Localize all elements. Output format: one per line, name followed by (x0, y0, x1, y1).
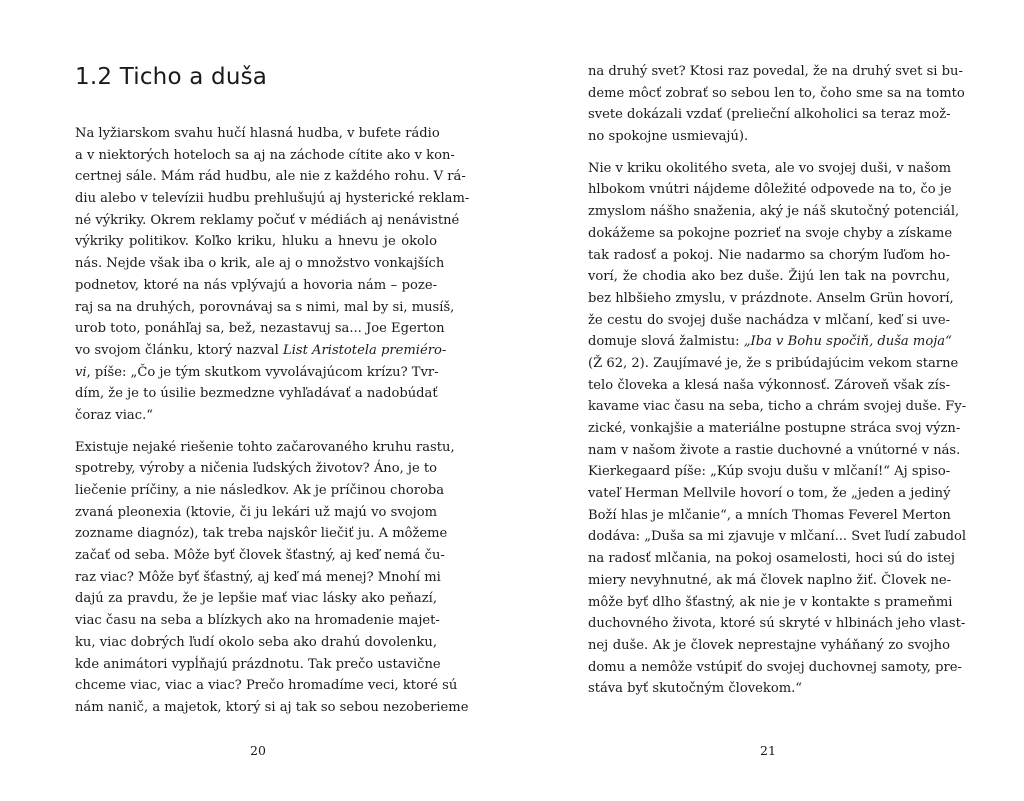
text-line: no spokojne usmievajú). (588, 129, 749, 145)
text-line: vo svojom článku, ktorý nazval List Aristotela premiéro- (75, 342, 447, 358)
text-line: Existuje nejaké riešenie tohto začarovaného kruhu rastu, (75, 439, 455, 455)
page-number-left: 20 (250, 743, 266, 758)
text-line: raj sa na druhých, porovnávaj sa s nimi, mal by si, musíš, (75, 299, 455, 315)
text-line: hlbokom vnútri nájdeme dôležité odpovede na to, čo je (588, 182, 952, 198)
text-line: nám nanič, a majetok, ktorý si aj tak so sebou nezoberieme (75, 699, 469, 715)
text-line: diu alebo v televízii hudbu prehlušujú aj hysterické reklam- (75, 191, 470, 207)
text-line: nás. Nejde však iba o krik, ale aj o množstvo vonkajších (75, 256, 445, 272)
text-line: a v niektorých hoteloch sa aj na záchode cítite ako v kon- (75, 147, 455, 163)
right-paragraph (588, 61, 965, 148)
text-line: dokážeme sa pokojne pozrieť na svoje chyby a získame (588, 225, 953, 241)
text-line: zvaná pleonexia (ktovie, či ju lekári už majú vo svojom (75, 504, 437, 520)
left-paragraph (75, 123, 470, 427)
text-line: dajú za pravdu, že je lepšie mať viac lásky ako peňazí, (75, 591, 437, 607)
text-line: tak radosť a pokoj. Nie nadarmo sa chorým ľuďom ho- (588, 247, 950, 263)
text-line: zozname diagnóz), tak treba najskôr liečiť ju. A môžeme (75, 526, 448, 542)
text-line: nej duše. Ak je človek neprestajne vyháňaný zo svojho (588, 637, 950, 653)
text-line: čoraz viac.“ (75, 407, 153, 423)
right-page (512, 0, 1024, 801)
text-line: zické, vonkajšie a materiálne postupne stráca svoj význ- (588, 421, 961, 436)
text-line: dím, že je to úsilie bezmedzne vyhľadávať a nadobúdať (75, 386, 438, 402)
text-line: zmyslom nášho snaženia, aký je náš skutočný potenciál, (588, 204, 960, 220)
text-line: urob toto, ponáhľaj sa, bež, nezastavuj sa... Joe Egerton (75, 321, 445, 337)
text-line: deme môcť zobrať so sebou len to, čoho sme sa na tomto (588, 85, 965, 101)
text-line: stáva byť skutočným človekom.“ (588, 681, 802, 697)
text-line: (Ž 62, 2). Zaujímavé je, že s pribúdajúcim vekom starne (588, 355, 959, 371)
chapter-title: 1.2 Ticho a duša (75, 64, 268, 90)
text-line: né výkriky. Okrem reklamy počuť v médiách aj nenávistné (75, 212, 460, 228)
text-line: kde animátori vypĺňajú prázdnotu. Tak prečo ustavične (75, 656, 441, 672)
text-line: na druhý svet? Ktosi raz povedal, že na druhý svet si bu- (588, 64, 963, 79)
text-line: certnej sále. Mám rád hudbu, ale nie z každého rohu. V rá- (75, 169, 466, 185)
left-paragraph (75, 437, 469, 719)
text-line: môže byť dlho šťastný, ak nie je v kontakte s prameňmi (588, 594, 953, 610)
text-line: že cestu do svojej duše nachádza v mlčaní, keď si uve- (588, 312, 950, 328)
text-line: liečenie príčiny, a nie následkov. Ak je príčinou choroba (75, 483, 445, 498)
text-line: Nie v kriku okolitého sveta, ale vo svojej duši, v našom (588, 160, 952, 176)
text-line: výkriky politikov. Koľko kriku, hluku a hnevu je okolo (75, 234, 437, 250)
text-line: začať od seba. Môže byť človek šťastný, aj keď nemá ču- (75, 548, 445, 564)
text-line: ku, viac dobrých ľudí okolo seba ako drahú dovolenku, (75, 634, 437, 650)
text-line: domuje slová žalmistu: „Iba v Bohu spočiň, duša moja“ (588, 334, 952, 350)
text-line: Na lyžiarskom svahu hučí hlasná hudba, v bufete rádio (75, 126, 440, 141)
text-line: nam v našom živote a rastie duchovné a vnútorné v nás. (588, 442, 961, 458)
text-line: kavame viac času na seba, ticho a chrám svojej duše. Fy- (588, 399, 967, 415)
text-line: duchovného života, ktoré sú skryté v hlbinách jeho vlast- (588, 616, 966, 632)
text-line: raz viac? Môže byť šťastný, aj keď má menej? Mnohí mi (75, 569, 441, 585)
text-line: miery nevyhnutné, ak má človek naplno žiť. Človek ne- (588, 572, 952, 588)
text-line: spotreby, výroby a ničenia ľudských životov? Áno, je to (75, 461, 438, 477)
text-line: na radosť mlčania, na pokoj osamelosti, hoci sú do istej (588, 551, 955, 567)
text-line: viac času na seba a blízkych ako na hromadenie majet- (75, 613, 440, 629)
text-line: vorí, že chodia ako bez duše. Žijú len tak na povrchu, (588, 269, 950, 285)
text-line: vi, píše: „Čo je tým skutkom vyvolávajúcom krízu? Tvr- (75, 364, 439, 380)
text-line: svete dokázali vzdať (prelieční alkoholici sa teraz mož- (588, 107, 951, 123)
text-line: vateľ Herman Mellvile hovorí o tom, že „jeden a jediný (588, 486, 951, 502)
text-line: bez hlbšieho zmyslu, v prázdnote. Anselm Grün hovorí, (588, 290, 954, 306)
text-line: dodáva: „Duša sa mi zjavuje v mlčaní... Svet ľudí zabudol (588, 529, 967, 545)
left-page-text (75, 123, 470, 719)
text-line: Kierkegaard píše: „Kúp svoju dušu v mlčaní!“ Aj spiso- (588, 464, 951, 480)
text-line: podnetov, ktoré na nás vplývajú a hovoria nám – poze- (75, 277, 437, 293)
text-line: Boží hlas je mlčanie“, a mních Thomas Feverel Merton (588, 507, 951, 523)
text-line: chceme viac, viac a viac? Prečo hromadíme veci, ktoré sú (75, 678, 458, 694)
right-page-text (588, 61, 967, 700)
text-line: domu a nemôže vstúpiť do svojej duchovnej samoty, pre- (588, 659, 962, 675)
page-number-right: 21 (760, 743, 776, 758)
text-line: telo človeka a klesá naša výkonnosť. Zároveň však zís- (588, 377, 950, 393)
right-paragraph (588, 158, 967, 700)
